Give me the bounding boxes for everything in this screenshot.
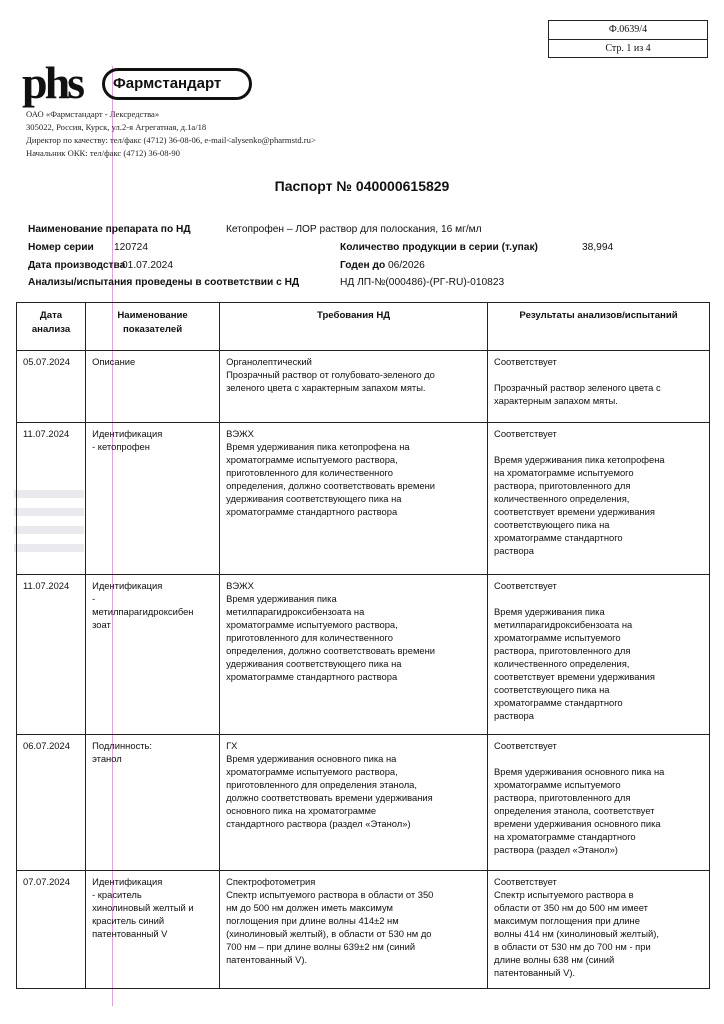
cell-line: Идентификация [92, 428, 163, 439]
cell-line: области от 350 нм до 500 нм имеет [494, 902, 648, 913]
table-row [17, 351, 710, 423]
series-label: Номер серии [28, 242, 94, 253]
cell-line: на хроматограмме испытуемого [494, 467, 634, 478]
cell-line: краситель синий [92, 915, 165, 926]
cell-line: хроматограмме стандартного раствора [226, 671, 398, 682]
production-date-value: 01.07.2024 [122, 260, 173, 271]
cell-line: Соответствует [494, 580, 557, 591]
cell-req [220, 735, 488, 871]
logo-name: Фармстандарт [102, 68, 252, 100]
cell-date: 05.07.2024 [17, 351, 86, 423]
cell-line: количественного определения, [494, 493, 630, 504]
form-code-box [548, 20, 708, 58]
cell-line: раствора, приготовленного для [494, 480, 631, 491]
cell-res [488, 575, 710, 735]
cell-line: ВЭЖХ [226, 580, 254, 591]
header-requirements: Требования НД [220, 303, 488, 351]
company-info [26, 108, 316, 160]
header-name: Наименование показателей [86, 303, 220, 351]
company-name: ОАО «Фармстандарт - Лексредства» [26, 109, 160, 119]
form-code: Ф.0639/4 [549, 21, 707, 40]
cell-line: раствора [494, 545, 534, 556]
cell-line: волны 414 нм (хинолиновый желтый), [494, 928, 659, 939]
cell-line: определения этанола, соответствует [494, 805, 655, 816]
cell-line: Спектр испытуемого раствора в [494, 889, 634, 900]
cell-line: - кетопрофен [92, 441, 150, 452]
cell-name [86, 871, 220, 989]
cell-line [494, 592, 703, 605]
cell-line: соответствующего пика на [494, 519, 610, 530]
drug-label: Наименование препарата по НД [28, 224, 191, 235]
cell-line: соответствующего пика на [494, 684, 610, 695]
cell-req [220, 871, 488, 989]
cell-line: Соответствует [494, 876, 557, 887]
cell-line: соответствует времени удерживания [494, 506, 655, 517]
cell-line: хроматограмме стандартного [494, 532, 623, 543]
quantity-label: Количество продукции в серии (т.упак) [340, 242, 538, 253]
quantity-value: 38,994 [582, 242, 614, 253]
cell-line: зеленого цвета с характерным запахом мяты. [226, 382, 426, 393]
cell-req [220, 351, 488, 423]
cell-line: соответствует времени удерживания [494, 671, 655, 682]
cell-line: хроматограмме испытуемого раствора, [226, 619, 398, 630]
cell-line: - [92, 593, 96, 604]
cell-line: метилпарагидроксибензоата на [494, 619, 633, 630]
cell-line: Соответствует [494, 740, 557, 751]
cell-line: максимум поглощения при длине [494, 915, 640, 926]
table-header-row [17, 303, 710, 351]
cell-res [488, 871, 710, 989]
drug-value: Кетопрофен – ЛОР раствор для полоскания, 16 мг/мл [226, 224, 482, 235]
cell-line: хроматограмме испытуемого раствора, [226, 454, 398, 465]
cell-line: раствора (раздел «Этанол») [494, 844, 618, 855]
logo-mark: phs [22, 57, 83, 108]
passport-title: Паспорт № 040000615829 [274, 178, 450, 194]
company-address: 305022, Россия, Курск, ул.2-я Агрегатная, д.1а/18 [26, 122, 207, 132]
cell-line [494, 752, 703, 765]
cell-name [86, 351, 220, 423]
cell-line: нм до 500 нм должен иметь максимум [226, 902, 394, 913]
cell-line: Подлинность: [92, 740, 153, 751]
page-number: Стр. 1 из 4 [605, 43, 651, 54]
cell-line: Время удерживания пика [226, 593, 337, 604]
series-value: 120724 [114, 242, 148, 253]
cell-line: Время удерживания пика [494, 606, 605, 617]
cell-line: определения, должно соответствовать времени [226, 645, 436, 656]
company-logo [22, 57, 232, 108]
cell-line: хроматограмме стандартного раствора [226, 506, 398, 517]
header-results: Результаты анализов/испытаний [488, 303, 710, 351]
cell-line: хинолиновый желтый и [92, 902, 194, 913]
cell-line: хроматограмме испытуемого [494, 632, 621, 643]
cell-line: хроматограмме испытуемого [494, 779, 621, 790]
cell-res [488, 423, 710, 575]
cell-line: Идентификация [92, 580, 163, 591]
header-date: Дата анализа [17, 303, 86, 351]
cell-line: характерным запахом мяты. [494, 395, 618, 406]
cell-line: Прозрачный раствор зеленого цвета с [494, 382, 661, 393]
cell-line: раствора [494, 710, 534, 721]
cell-line: этанол [92, 753, 122, 764]
cell-line: - краситель [92, 889, 142, 900]
cell-date: 07.07.2024 [17, 871, 86, 989]
cell-line: Время удерживания основного пика на [494, 766, 665, 777]
cell-req [220, 423, 488, 575]
cell-line: приготовленного для количественного [226, 632, 393, 643]
tests-value: НД ЛП-№(000486)-(РГ-RU)-010823 [340, 277, 505, 288]
table-row [17, 423, 710, 575]
cell-req [220, 575, 488, 735]
cell-line: количественного определения, [494, 658, 630, 669]
cell-line: раствора, приготовленного для [494, 792, 631, 803]
expiry-label: Годен до [340, 260, 386, 271]
cell-name [86, 735, 220, 871]
okk-head-contact: Начальник ОКК: тел/факс (4712) 36-08-90 [26, 148, 180, 158]
cell-line: в области от 530 нм до 700 нм - при [494, 941, 651, 952]
cell-name [86, 423, 220, 575]
cell-line: патентованный V). [494, 967, 576, 978]
cell-line: на хроматограмме стандартного [494, 831, 636, 842]
cell-line: приготовленного для количественного [226, 467, 393, 478]
cell-line: Время удерживания пика кетопрофена на [226, 441, 410, 452]
cell-line: удерживания соответствующего пика на [226, 493, 402, 504]
cell-line: времени удерживания основного пика [494, 818, 661, 829]
cell-line [494, 368, 703, 381]
cell-line: Соответствует [494, 356, 557, 367]
cell-line: Спектрофотометрия [226, 876, 316, 887]
cell-line: метилпарагидроксибен [92, 606, 194, 617]
cell-line [494, 440, 703, 453]
cell-res [488, 351, 710, 423]
cell-line: Соответствует [494, 428, 557, 439]
cell-line: Описание [92, 356, 136, 367]
cell-date: 11.07.2024 [17, 575, 86, 735]
cell-line: патентованный V [92, 928, 168, 939]
cell-line: патентованный V). [226, 954, 308, 965]
cell-name [86, 575, 220, 735]
table-row [17, 735, 710, 871]
cell-line: определения, должно соответствовать времени [226, 480, 436, 491]
cell-line: Спектр испытуемого раствора в области от 350 [226, 889, 434, 900]
cell-line: поглощения при длине волны 414±2 нм [226, 915, 399, 926]
cell-line: зоат [92, 619, 111, 630]
cell-res [488, 735, 710, 871]
production-date-label: Дата производства [28, 260, 126, 271]
cell-line: (хинолиновый желтый), в области от 530 нм до [226, 928, 432, 939]
cell-line: Время удерживания основного пика на [226, 753, 397, 764]
cell-line: Время удерживания пика кетопрофена [494, 454, 665, 465]
cell-line: ВЭЖХ [226, 428, 254, 439]
cell-line: 700 нм – при длине волны 639±2 нм (синий [226, 941, 416, 952]
cell-date: 06.07.2024 [17, 735, 86, 871]
cell-line: длине волны 638 нм (синий [494, 954, 615, 965]
cell-line: стандартного раствора (раздел «Этанол») [226, 818, 411, 829]
cell-line: Идентификация [92, 876, 163, 887]
cell-date: 11.07.2024 [17, 423, 86, 575]
cell-line: хроматограмме стандартного [494, 697, 623, 708]
cell-line: должно соответствовать времени удерживания [226, 792, 433, 803]
cell-line: раствора, приготовленного для [494, 645, 631, 656]
cell-line: основного пика на хроматограмме [226, 805, 377, 816]
table-row [17, 575, 710, 735]
quality-director-contact: Директор по качеству: тел/факс (4712) 36-08-06, e-mail<alysenko@pharmstd.ru> [26, 135, 316, 145]
cell-line: удерживания соответствующего пика на [226, 658, 402, 669]
cell-line: ГХ [226, 740, 238, 751]
cell-line: хроматограмме испытуемого раствора, [226, 766, 398, 777]
cell-line: Органолептический [226, 356, 312, 367]
cell-line: приготовленного для определения этанола, [226, 779, 418, 790]
cell-line: метилпарагидроксибензоата на [226, 606, 365, 617]
analysis-table [16, 302, 710, 989]
cell-line: Прозрачный раствор от голубовато-зеленого до [226, 369, 435, 380]
table-row [17, 871, 710, 989]
expiry-value: 06/2026 [388, 260, 425, 271]
tests-label: Анализы/испытания проведены в соответствии с НД [28, 277, 300, 288]
